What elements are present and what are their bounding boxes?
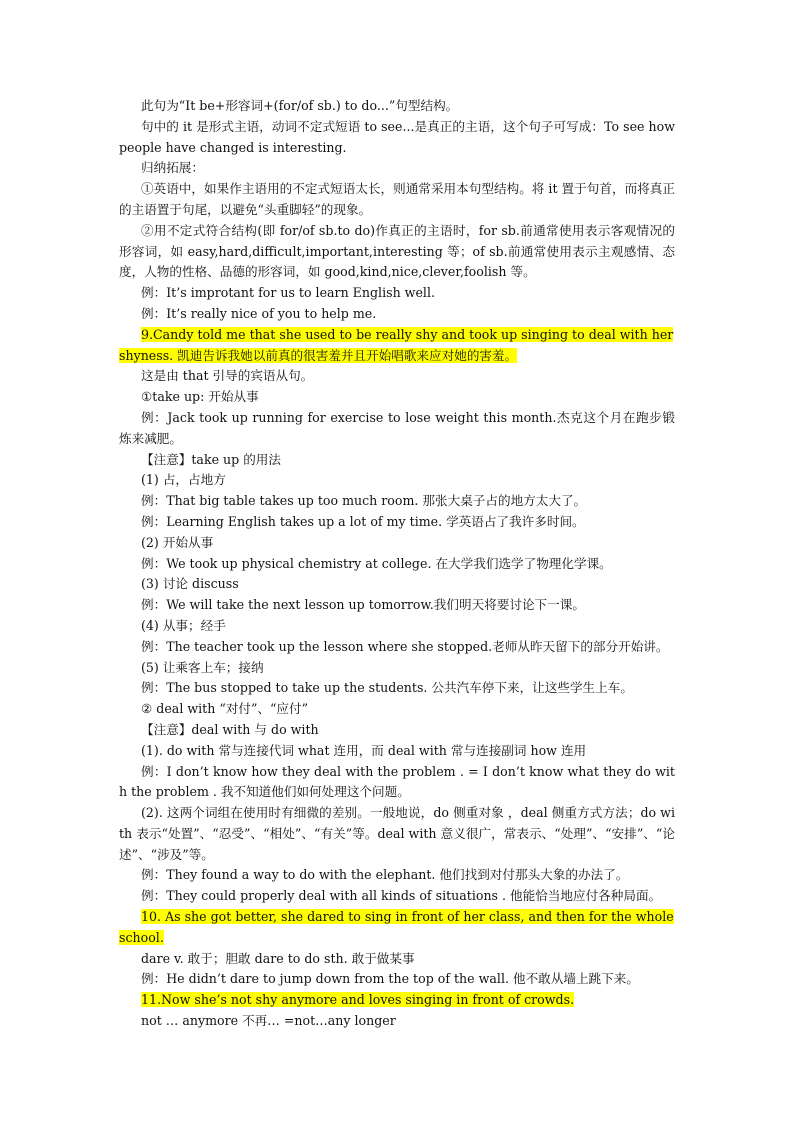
paragraph: (1) 占，占地方 <box>141 472 226 488</box>
paragraph: (3) 讨论 discuss <box>141 576 239 592</box>
paragraph: 此句为“It be+形容词+(for/of sb.) to do...”句型结构。 <box>141 98 459 113</box>
highlighted-text: 11.Now she’s not shy anymore and loves singing in front of crowds. <box>141 992 575 1008</box>
example-sentence: 例：Jack took up running for exercise to lose weight this month.杰克这个月在跑步锻炼来减肥。 <box>119 409 675 446</box>
highlighted-text: 10. As she got better, she dared to sing in front of her class, and then for the whole school. <box>119 909 674 945</box>
example-sentence: 例：We took up physical chemistry at college. 在大学我们选学了物理化学课。 <box>141 555 612 571</box>
paragraph: dare v. 敢于；胆敢 dare to do sth. 敢于做某事 <box>141 950 415 966</box>
paragraph: 这是由 that 引导的宾语从句。 <box>141 368 314 384</box>
example-sentence: 例：It’s really nice of you to help me. <box>141 305 377 321</box>
document-body <box>119 96 675 1032</box>
example-sentence: 例：It’s improtant for us to learn English well. <box>141 285 435 301</box>
paragraph: ①take up: 开始从事 <box>141 389 259 405</box>
paragraph: (4) 从事；经手 <box>141 617 226 633</box>
example-sentence: 例：Learning English takes up a lot of my time. 学英语占了我许多时间。 <box>141 513 585 529</box>
example-sentence: 例：The bus stopped to take up the students. 公共汽车停下来，让这些学生上车。 <box>141 680 633 696</box>
paragraph: (2). 这两个词组在使用时有细微的差别。一般地说，do 侧重对象 ，deal 侧重方式方法；do with 表示“处置”、“忍受”、“相处”、“有关”等。deal with 意义很广，常表示、“处理”、“安排”、“论述”、“涉及”等。 <box>119 805 675 862</box>
paragraph: not … anymore 不再… =not…any longer <box>141 1013 396 1029</box>
highlighted-sentence <box>119 990 675 1011</box>
example-sentence: 例：That big table takes up too much room. 那张大桌子占的地方太大了。 <box>141 493 587 509</box>
example-sentence: 例：We will take the next lesson up tomorrow.我们明天将要讨论下一课。 <box>141 597 585 613</box>
highlighted-sentence <box>119 907 675 949</box>
paragraph: ①英语中，如果作主语用的不定式短语太长，则通常采用本句型结构。将 it 置于句首，而将真正的主语置于句尾，以避免“头重脚轻”的现象。 <box>119 181 675 217</box>
example-sentence: 例：They found a way to do with the elephant. 他们找到对付那头大象的办法了。 <box>141 867 629 883</box>
paragraph: ② deal with “对付”、“应付” <box>141 701 309 717</box>
paragraph: 归纳拓展： <box>141 160 204 176</box>
highlighted-text: 9.Candy told me that she used to be really shy and took up singing to deal with her shyness. 凯迪告诉我她以前真的很害羞并且开始唱歌来应对她的害羞。 <box>119 326 674 363</box>
paragraph: ②用不定式符合结构(即 for/of sb.to do)作真正的主语时，for sb.前通常使用表示客观情况的形容词，如 easy,hard,difficult,important,interesting 等；of sb.前通常使用表示主观感情、态度，人物的性格、品德的形容词，如 good,kind,nice,clever,foolish 等。 <box>119 222 675 280</box>
paragraph: (5) 让乘客上车；接纳 <box>141 659 264 675</box>
paragraph: (2) 开始从事 <box>141 534 214 550</box>
example-sentence: 例：The teacher took up the lesson where she stopped.老师从昨天留下的部分开始讲。 <box>141 638 669 654</box>
example-sentence: 例：They could properly deal with all kinds of situations . 他能恰当地应付各种局面。 <box>141 888 662 904</box>
note-heading: 【注意】deal with 与 do with <box>141 721 319 737</box>
highlighted-sentence <box>119 325 675 367</box>
example-sentence: 例：I don’t know how they deal with the problem . = I don’t know what they do with the problem . 我不知道他们如何处理这个问题。 <box>119 763 675 800</box>
paragraph: (1). do with 常与连接代词 what 连用，而 deal with 常与连接副词 how 连用 <box>141 742 587 758</box>
note-heading: 【注意】take up 的用法 <box>141 451 281 467</box>
paragraph: 句中的 it 是形式主语，动词不定式短语 to see...是真正的主语，这个句子可写成：To see how people have changed is interesting. <box>119 118 675 155</box>
example-sentence: 例：He didn’t dare to jump down from the top of the wall. 他不敢从墙上跳下来。 <box>141 971 639 987</box>
